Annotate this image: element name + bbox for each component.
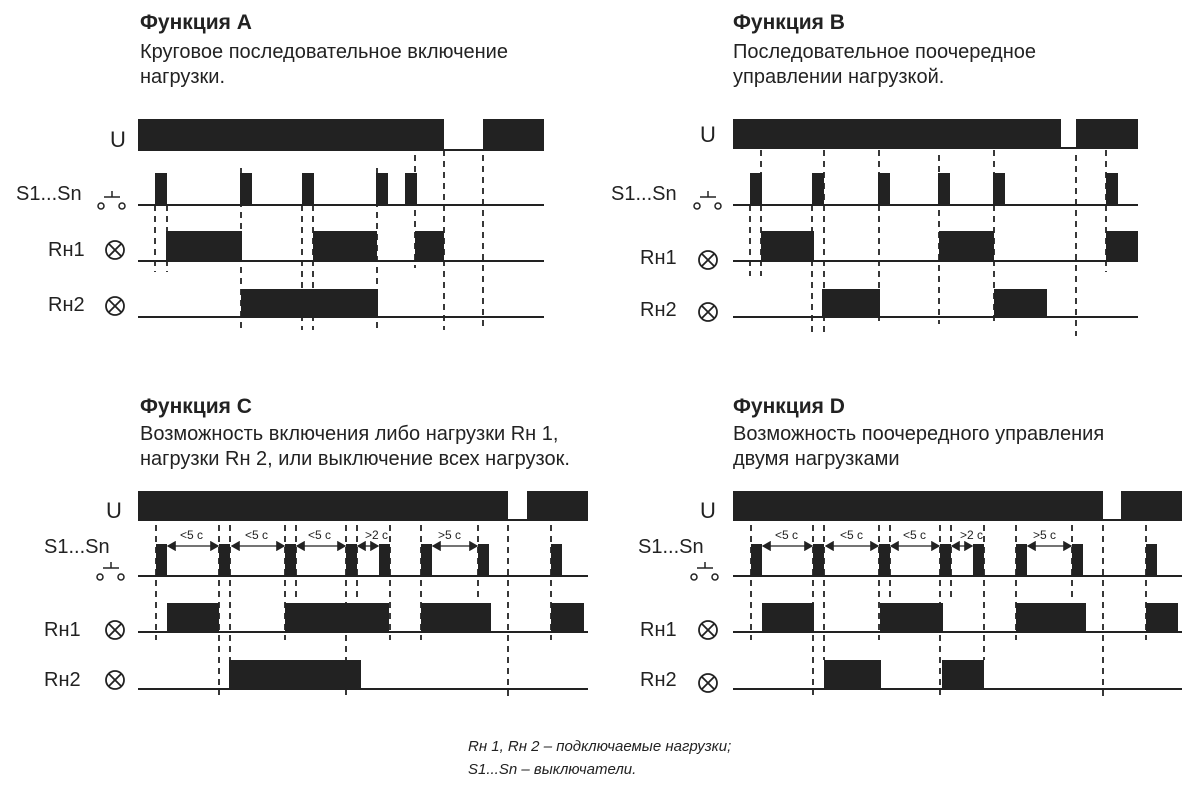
timing-note: >5 c bbox=[1033, 528, 1057, 542]
load-1-pulse bbox=[415, 231, 444, 261]
timing-note: <5 c bbox=[903, 528, 927, 542]
panel-title: Функция C bbox=[140, 395, 252, 418]
timing-note: <5 c bbox=[245, 528, 269, 542]
lamp-icon bbox=[699, 621, 717, 639]
load-1-pulse bbox=[880, 603, 943, 632]
switch-pulse bbox=[812, 173, 824, 205]
lamp-icon bbox=[106, 671, 124, 689]
load-1-pulse bbox=[1106, 231, 1138, 261]
switch-label: S1...Sn bbox=[44, 536, 110, 558]
panel-function-c bbox=[44, 395, 588, 700]
panel-description-line-2: двумя нагрузками bbox=[733, 448, 900, 470]
load-2-pulse bbox=[229, 660, 361, 689]
panel-description-line-2: нагрузки. bbox=[140, 66, 226, 88]
lamp-icon bbox=[699, 674, 717, 692]
panel-description-line-2: нагрузки Rн 2, или выключение всех нагрузок. bbox=[140, 448, 570, 470]
panel-function-b bbox=[611, 11, 1138, 336]
lamp-icon bbox=[699, 251, 717, 269]
panel-description-line-1: Последовательное поочередное bbox=[733, 41, 1037, 63]
lamp-icon bbox=[106, 297, 124, 315]
load-2-label: Rн2 bbox=[640, 669, 677, 691]
load-2-pulse bbox=[241, 289, 378, 317]
switch-pulse bbox=[240, 173, 252, 205]
timing-note: <5 c bbox=[775, 528, 799, 542]
panel-title: Функция D bbox=[733, 395, 845, 418]
switch-icon bbox=[694, 191, 721, 209]
timing-note: <5 c bbox=[180, 528, 204, 542]
voltage-pulse bbox=[138, 491, 508, 520]
lamp-icon bbox=[106, 621, 124, 639]
switch-pulse bbox=[156, 544, 167, 576]
panel-title: Функция B bbox=[733, 11, 845, 34]
supply-voltage-label: U bbox=[106, 498, 122, 523]
load-2-label: Rн2 bbox=[48, 294, 85, 316]
load-2-label: Rн2 bbox=[44, 669, 81, 691]
panel-description-line-1: Возможность включения либо нагрузки Rн 1, bbox=[140, 423, 559, 445]
switch-pulse bbox=[155, 173, 167, 205]
panel-function-d bbox=[638, 395, 1182, 700]
load-2-pulse bbox=[994, 289, 1047, 317]
timing-note: <5 c bbox=[840, 528, 864, 542]
load-1-label: Rн1 bbox=[640, 619, 677, 641]
voltage-pulse bbox=[527, 491, 588, 520]
switch-pulse bbox=[285, 544, 296, 576]
lamp-icon bbox=[106, 241, 124, 259]
load-1-pulse bbox=[762, 603, 814, 632]
footnote-line-2: S1...Sn – выключатели. bbox=[468, 761, 637, 778]
switch-label: S1...Sn bbox=[16, 183, 82, 205]
timing-note: >2 c bbox=[365, 528, 389, 542]
load-1-pulse bbox=[166, 231, 242, 261]
timing-note: >2 c bbox=[960, 528, 984, 542]
timing-note: >5 c bbox=[438, 528, 462, 542]
voltage-pulse bbox=[733, 119, 1061, 148]
timing-note: <5 c bbox=[308, 528, 332, 542]
switch-pulse bbox=[1016, 544, 1027, 576]
load-1-pulse bbox=[1016, 603, 1086, 632]
panel-description-line-2: управлении нагрузкой. bbox=[733, 66, 945, 88]
switch-pulse bbox=[421, 544, 432, 576]
switch-pulse bbox=[973, 544, 984, 576]
load-1-pulse bbox=[167, 603, 219, 632]
switch-icon bbox=[691, 562, 718, 580]
load-1-label: Rн1 bbox=[640, 247, 677, 269]
switch-pulse bbox=[302, 173, 314, 205]
switch-pulse bbox=[1106, 173, 1118, 205]
voltage-pulse bbox=[1121, 491, 1182, 520]
load-1-pulse bbox=[939, 231, 994, 261]
load-2-pulse bbox=[824, 660, 881, 689]
load-1-pulse bbox=[285, 603, 389, 632]
load-1-pulse bbox=[421, 603, 491, 632]
load-2-label: Rн2 bbox=[640, 299, 677, 321]
voltage-pulse bbox=[1076, 119, 1138, 148]
switch-pulse bbox=[1146, 544, 1157, 576]
switch-pulse bbox=[940, 544, 951, 576]
footnote bbox=[468, 738, 731, 778]
load-1-pulse bbox=[1146, 603, 1178, 632]
load-1-label: Rн1 bbox=[44, 619, 81, 641]
switch-pulse bbox=[1072, 544, 1083, 576]
supply-voltage-label: U bbox=[700, 498, 716, 523]
switch-pulse bbox=[478, 544, 489, 576]
lamp-icon bbox=[699, 303, 717, 321]
switch-label: S1...Sn bbox=[611, 183, 677, 205]
voltage-pulse bbox=[138, 119, 444, 150]
footnote-line-1: Rн 1, Rн 2 – подключаемые нагрузки; bbox=[468, 738, 732, 755]
panel-description-line-1: Круговое последовательное включение bbox=[140, 41, 508, 63]
load-2-pulse bbox=[822, 289, 880, 317]
supply-voltage-label: U bbox=[110, 127, 126, 152]
switch-icon bbox=[98, 191, 125, 209]
panel-description-line-1: Возможность поочередного управления bbox=[733, 423, 1105, 445]
panel-title: Функция A bbox=[140, 11, 252, 34]
switch-pulse bbox=[219, 544, 230, 576]
switch-pulse bbox=[346, 544, 357, 576]
load-1-pulse bbox=[313, 231, 377, 261]
panel-function-a bbox=[16, 11, 544, 330]
voltage-pulse bbox=[483, 119, 544, 150]
switch-icon bbox=[97, 562, 124, 580]
voltage-pulse bbox=[733, 491, 1103, 520]
load-1-pulse bbox=[551, 603, 584, 632]
load-2-pulse bbox=[942, 660, 984, 689]
load-1-label: Rн1 bbox=[48, 239, 85, 261]
switch-pulse bbox=[551, 544, 562, 576]
switch-pulse bbox=[379, 544, 390, 576]
load-1-pulse bbox=[761, 231, 814, 261]
switch-pulse bbox=[813, 544, 824, 576]
switch-label: S1...Sn bbox=[638, 536, 704, 558]
switch-pulse bbox=[879, 544, 890, 576]
switch-pulse bbox=[376, 173, 388, 205]
supply-voltage-label: U bbox=[700, 122, 716, 147]
switch-pulse bbox=[751, 544, 762, 576]
